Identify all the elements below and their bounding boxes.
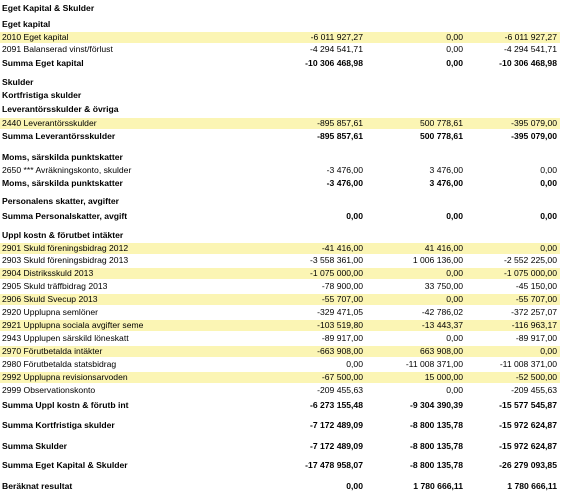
value-col-2: 663 908,00 [419,346,463,356]
value-col-2: 41 416,00 [424,243,463,253]
account-row [0,165,560,176]
section-header [0,19,560,30]
value-col-3: -395 079,00 [511,131,557,141]
value-col-3: 0,00 [540,178,557,188]
value-col-2: -11 008 371,00 [405,359,463,369]
row-label: 2650 *** Avräkningskonto, skulder [2,165,132,175]
value-col-1: -3 558 361,00 [309,255,363,265]
row-label: Skulder [2,77,34,87]
value-col-1: -6 011 927,27 [310,32,363,42]
value-col-2: 0,00 [446,268,463,278]
row-label: 2010 Eget kapital [2,32,69,42]
row-label: 2440 Leverantörsskulder [2,118,97,128]
value-col-2: 0,00 [446,44,463,54]
value-col-3: -15 577 545,87 [499,400,557,410]
value-col-2: -42 786,02 [421,307,463,317]
value-col-1: -7 172 489,09 [309,441,363,451]
value-col-2: 0,00 [446,211,463,221]
value-col-3: 0,00 [540,243,557,253]
value-col-1: -103 519,80 [317,320,363,330]
value-col-2: 1 780 666,11 [413,481,463,491]
value-col-3: 0,00 [540,211,557,221]
value-col-1: -41 416,00 [321,243,363,253]
row-label: 2920 Upplupna semlöner [2,307,99,317]
section-header [0,3,560,14]
row-label: Summa Eget Kapital & Skulder [2,460,128,470]
account-row [0,359,560,370]
value-col-3: -55 707,00 [515,294,557,304]
value-col-2: 3 476,00 [429,178,463,188]
section-header [0,152,560,163]
summary-row [0,131,560,142]
value-col-1: -6 273 155,48 [309,400,363,410]
row-label: Beräknat resultat [2,481,73,491]
value-col-3: -15 972 624,87 [499,441,557,451]
value-col-2: 33 750,00 [424,281,463,291]
row-label: Moms, särskilda punktskatter [2,178,123,188]
value-col-3: 0,00 [540,165,557,175]
value-col-1: -329 471,05 [317,307,363,317]
value-col-3: -116 963,17 [511,320,557,330]
value-col-1: -209 455,63 [317,385,363,395]
value-col-1: -67 500,00 [321,372,363,382]
value-col-1: -17 478 958,07 [305,460,363,470]
row-label: Summa Personalskatter, avgift [2,211,128,221]
value-col-2: 3 476,00 [429,165,463,175]
row-label: Summa Uppl kostn & förutb int [2,400,129,410]
value-col-3: -26 279 093,85 [499,460,557,470]
account-row [0,118,560,129]
section-header [0,77,560,88]
value-col-1: -78 900,00 [321,281,363,291]
summary-row [0,58,560,69]
value-col-3: 0,00 [540,346,557,356]
value-col-1: -895 857,61 [317,118,363,128]
row-label: Eget Kapital & Skulder [2,3,95,13]
value-col-2: -9 304 390,39 [409,400,463,410]
row-label: Summa Skulder [2,441,67,451]
value-col-3: -209 455,63 [511,385,557,395]
row-label: Moms, särskilda punktskatter [2,152,123,162]
row-label: Leverantörsskulder & övriga [2,104,119,114]
account-row [0,32,560,43]
account-row [0,44,560,55]
value-col-3: -10 306 468,98 [499,58,557,68]
value-col-3: -1 075 000,00 [503,268,557,278]
account-row [0,385,560,396]
summary-row [0,460,560,471]
summary-row [0,400,560,411]
value-col-2: -8 800 135,78 [409,441,463,451]
value-col-2: 15 000,00 [424,372,463,382]
row-label: 2999 Observationskonto [2,385,96,395]
row-label: 2904 Distriksskuld 2013 [2,268,94,278]
section-header [0,196,560,207]
row-label: Personalens skatter, avgifter [2,196,120,206]
row-label: 2906 Skuld Svecup 2013 [2,294,98,304]
value-col-1: -10 306 468,98 [305,58,363,68]
value-col-3: 1 780 666,11 [507,481,557,491]
value-col-3: -6 011 927,27 [504,32,557,42]
row-label: 2921 Upplupna sociala avgifter seme [2,320,144,330]
row-label: 2905 Skuld träffbidrag 2013 [2,281,108,291]
value-col-1: 0,00 [346,211,363,221]
row-label: Summa Eget kapital [2,58,84,68]
value-col-1: -4 294 541,71 [309,44,363,54]
section-header [0,90,560,101]
account-row [0,281,560,292]
row-label: Eget kapital [2,19,51,29]
value-col-2: 500 778,61 [419,118,463,128]
value-col-1: -7 172 489,09 [309,420,363,430]
account-row [0,294,560,305]
value-col-2: 0,00 [446,32,463,42]
account-row [0,320,560,331]
value-col-3: -2 552 225,00 [503,255,557,265]
value-col-3: -15 972 624,87 [499,420,557,430]
row-label: 2903 Skuld föreningsbidrag 2013 [2,255,129,265]
value-col-1: -55 707,00 [321,294,363,304]
account-row [0,255,560,266]
account-row [0,333,560,344]
value-col-2: 0,00 [446,58,463,68]
account-row [0,346,560,357]
value-col-1: -3 476,00 [326,165,363,175]
row-label: 2970 Förutbetalda intäkter [2,346,103,356]
value-col-1: -89 917,00 [321,333,363,343]
row-label: 2992 Upplupna revisionsarvoden [2,372,128,382]
row-label: 2980 Förutbetalda statsbidrag [2,359,117,369]
row-label: Kortfristiga skulder [2,90,82,100]
value-col-2: 0,00 [446,294,463,304]
value-col-3: -372 257,07 [511,307,557,317]
value-col-3: -11 008 371,00 [499,359,557,369]
summary-row [0,211,560,222]
value-col-3: -395 079,00 [511,118,557,128]
value-col-3: -45 150,00 [515,281,557,291]
value-col-1: -1 075 000,00 [309,268,363,278]
value-col-2: -8 800 135,78 [409,460,463,470]
summary-row [0,178,560,189]
row-label: Summa Leverantörsskulder [2,131,116,141]
account-row [0,243,560,254]
row-label: 2901 Skuld föreningsbidrag 2012 [2,243,129,253]
value-col-3: -52 500,00 [515,372,557,382]
account-row [0,372,560,383]
summary-row [0,481,560,492]
value-col-1: -663 908,00 [317,346,363,356]
row-label: 2943 Upplupen särskild löneskatt [2,333,129,343]
value-col-1: 0,00 [346,359,363,369]
section-header [0,104,560,115]
value-col-1: 0,00 [346,481,363,491]
section-header [0,230,560,241]
value-col-1: -895 857,61 [317,131,363,141]
value-col-3: -4 294 541,71 [503,44,557,54]
value-col-2: 0,00 [446,385,463,395]
value-col-3: -89 917,00 [515,333,557,343]
account-row [0,307,560,318]
summary-row [0,420,560,431]
row-label: 2091 Balanserad vinst/förlust [2,44,113,54]
row-label: Summa Kortfristiga skulder [2,420,115,430]
value-col-2: 0,00 [446,333,463,343]
value-col-2: -13 443,37 [421,320,463,330]
value-col-2: 500 778,61 [419,131,463,141]
value-col-2: -8 800 135,78 [409,420,463,430]
row-label: Uppl kostn & förutbet intäkter [2,230,124,240]
value-col-1: -3 476,00 [326,178,363,188]
value-col-2: 1 006 136,00 [412,255,463,265]
account-row [0,268,560,279]
summary-row [0,441,560,452]
